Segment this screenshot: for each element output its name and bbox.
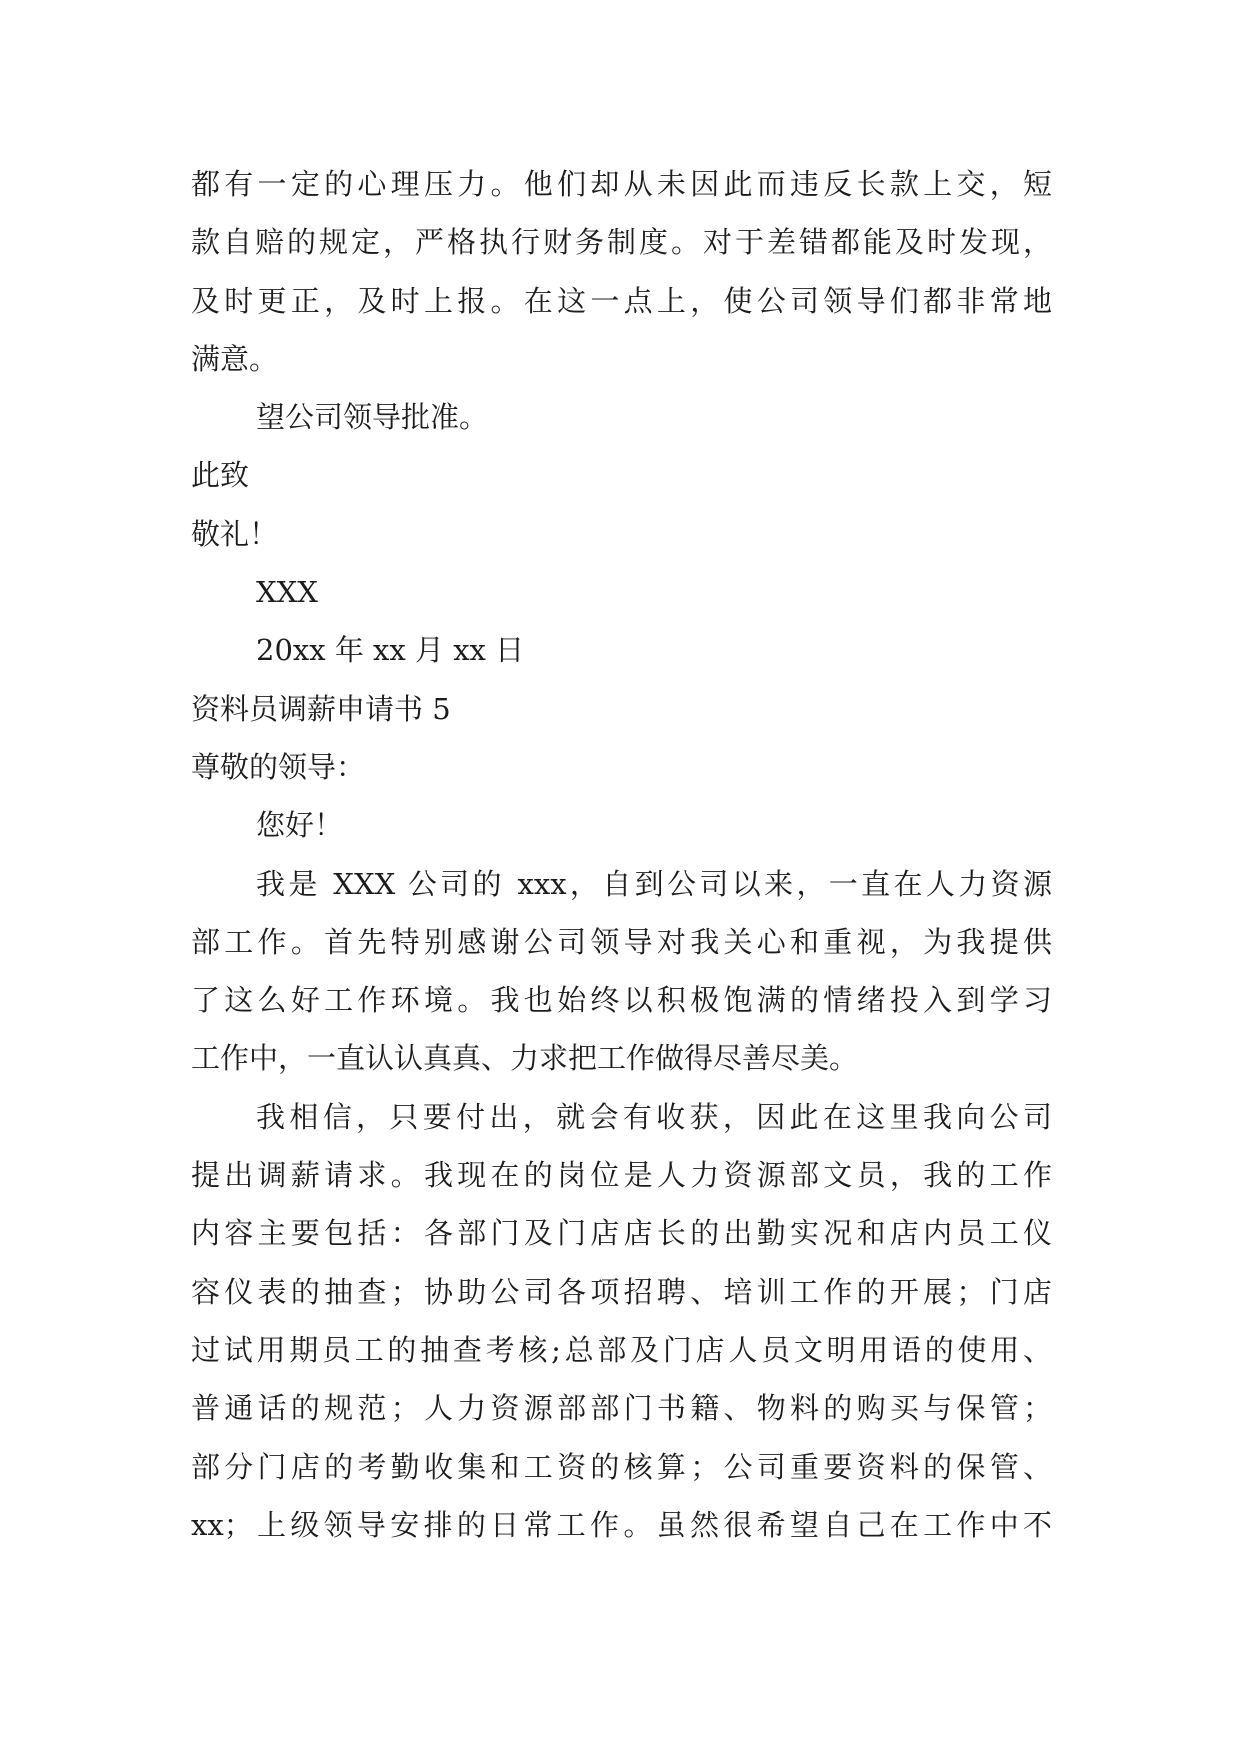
paragraph-line: 部分门店的考勤收集和工资的核算；公司重要资料的保管、 <box>191 1449 1052 1484</box>
paragraph-line: xx；上级领导安排的日常工作。虽然很希望自己在工作中不 <box>191 1507 1052 1542</box>
salutation: 尊敬的领导： <box>191 749 366 784</box>
closing-line: 敬礼！ <box>191 516 279 551</box>
document-body <box>191 155 1052 1554</box>
paragraph-line: 过试用期员工的抽查考核;总部及门店人员文明用语的使用、 <box>191 1332 1052 1367</box>
section-title: 资料员调薪申请书 5 <box>191 691 451 726</box>
continued-paragraph-line: 款自赔的规定，严格执行财务制度。对于差错都能及时发现， <box>191 225 1052 260</box>
paragraph-line: 提出调薪请求。我现在的岗位是人力资源部文员，我的工作 <box>191 1158 1052 1193</box>
paragraph-line: 工作中，一直认认真真、力求把工作做得尽善尽美。 <box>191 1041 859 1076</box>
signature-date: 20xx 年 xx 月 xx 日 <box>256 633 525 668</box>
paragraph-line: 我相信，只要付出，就会有收获，因此在这里我向公司 <box>256 1099 1052 1134</box>
paragraph-line: 容仪表的抽查；协助公司各项招聘、培训工作的开展；门店 <box>191 1274 1052 1309</box>
closing-line: 此致 <box>191 458 250 493</box>
paragraph-line: 我是 XXX 公司的 xxx，自到公司以来，一直在人力资源 <box>256 866 1052 901</box>
paragraph-line: 了这么好工作环境。我也始终以积极饱满的情绪投入到学习 <box>191 983 1052 1018</box>
greeting: 您好！ <box>256 808 344 843</box>
paragraph-line: 部工作。首先特别感谢公司领导对我关心和重视，为我提供 <box>191 924 1052 959</box>
continued-paragraph-line: 及时更正，及时上报。在这一点上，使公司领导们都非常地 <box>191 283 1052 318</box>
continued-paragraph-line: 满意。 <box>191 341 279 376</box>
signature-name: XXX <box>256 575 318 610</box>
request-line: 望公司领导批准。 <box>256 400 489 435</box>
paragraph-line: 普通话的规范；人力资源部部门书籍、物料的购买与保管； <box>191 1391 1052 1426</box>
paragraph-line: 内容主要包括：各部门及门店店长的出勤实况和店内员工仪 <box>191 1216 1052 1251</box>
continued-paragraph-line: 都有一定的心理压力。他们却从未因此而违反长款上交，短 <box>191 167 1052 201</box>
